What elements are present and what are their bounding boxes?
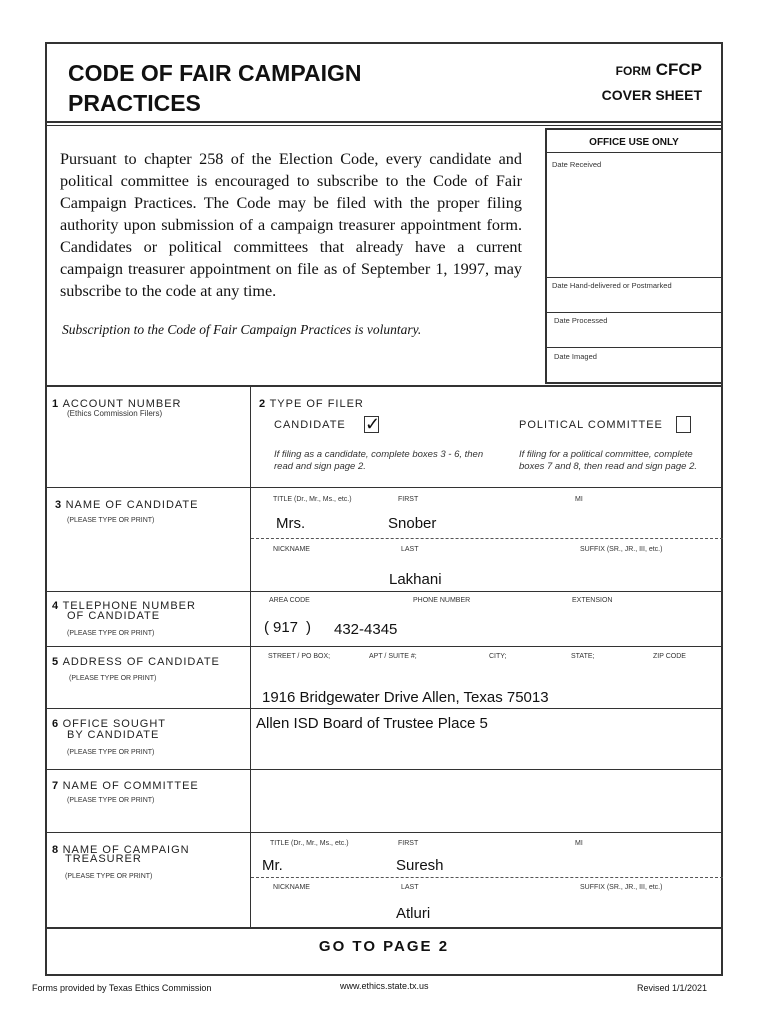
suffix-label: SUFFIX (SR., JR., III, etc.): [580, 546, 663, 553]
paren: ): [306, 619, 312, 636]
paren: (: [264, 619, 269, 636]
form-id: [602, 58, 702, 107]
go-to-page-2: GO TO PAGE 2: [318, 938, 450, 955]
footer-revised: Revised 1/1/2021: [637, 983, 708, 993]
section-number: 6: [52, 718, 59, 730]
cover-sheet-label: COVER SHEET: [601, 87, 702, 103]
mi-label: MI: [575, 840, 583, 847]
treasurer-label: NAME OF CAMPAIGN: [62, 844, 190, 856]
account-number-sub: (Ethics Commission Filers): [67, 409, 163, 418]
title-line1: CODE OF FAIR CAMPAIGN: [68, 60, 362, 86]
area-code-label: AREA CODE: [269, 597, 310, 604]
committee-name-field[interactable]: [252, 771, 722, 831]
candidate-title-field[interactable]: Mrs.: [276, 515, 306, 532]
telephone-label: TELEPHONE NUMBER: [62, 600, 196, 612]
treasurer-label-2: TREASURER: [65, 853, 142, 865]
office-sought-field[interactable]: Allen ISD Board of Trustee Place 5: [256, 715, 488, 732]
extension-label: EXTENSION: [572, 597, 613, 604]
committee-name-label: NAME OF COMMITTEE: [62, 780, 199, 792]
date-processed-label: Date Processed: [554, 316, 608, 325]
account-number-label: ACCOUNT NUMBER: [62, 398, 182, 410]
footer-provided: Forms provided by Texas Ethics Commission: [32, 983, 212, 993]
section-sub: (PLEASE TYPE OR PRINT): [67, 797, 155, 804]
section-sub: (PLEASE TYPE OR PRINT): [65, 873, 153, 880]
form-label: FORM: [615, 64, 651, 78]
date-imaged-label: Date Imaged: [554, 352, 597, 361]
street-label: STREET / PO BOX;: [268, 653, 331, 660]
candidate-checkbox[interactable]: [364, 416, 379, 433]
title-line2: PRACTICES: [68, 90, 201, 116]
phone-number-field[interactable]: 432-4345: [334, 621, 398, 638]
political-committee-label: POLITICAL COMMITTEE: [519, 419, 663, 431]
office-use-box: [545, 128, 723, 384]
intro-text: Pursuant to chapter 258 of the Election Code, every candidate and political committee is encouraged to subscribe to the Code of Fair Campaign Practices. The Code may be filed with the proper filing authority upon submission of a campaign treasurer appointment form. Candidates or political committees that already have a current campaign treasurer appointment on file as of September 1, 1997, may subscribe to the code at any time.: [60, 150, 522, 300]
phone-number-label: PHONE NUMBER: [413, 597, 471, 604]
last-label: LAST: [401, 546, 419, 553]
type-of-filer-label: TYPE OF FILER: [269, 398, 364, 410]
section-number: 1: [52, 398, 59, 410]
divider: [45, 121, 723, 123]
section-sub: (PLEASE TYPE OR PRINT): [69, 675, 157, 682]
section-sub: (PLEASE TYPE OR PRINT): [67, 517, 155, 524]
divider: [45, 125, 723, 126]
section-sub: (PLEASE TYPE OR PRINT): [67, 630, 155, 637]
treasurer-first-name-field[interactable]: Suresh: [396, 857, 444, 874]
section-number: 8: [52, 844, 59, 856]
mi-label: MI: [575, 496, 583, 503]
section-number: 2: [259, 398, 266, 410]
treasurer-title-field[interactable]: Mr.: [262, 857, 283, 874]
committee-note: If filing for a political committee, complete boxes 7 and 8, then read and sign page 2.: [519, 449, 697, 472]
first-label: FIRST: [398, 496, 419, 503]
form-title: [68, 58, 361, 118]
state-label: STATE;: [571, 653, 595, 660]
section-number: 5: [52, 656, 59, 668]
section-sub: (PLEASE TYPE OR PRINT): [67, 749, 155, 756]
name-of-candidate-label: NAME OF CANDIDATE: [65, 499, 199, 511]
voluntary-note: Subscription to the Code of Fair Campaign Practices is voluntary.: [62, 322, 422, 337]
date-received-label: Date Received: [552, 160, 602, 169]
check-icon: ✓: [365, 414, 381, 434]
title-label: TITLE (Dr., Mr., Ms., etc.): [273, 496, 352, 503]
address-field[interactable]: 1916 Bridgewater Drive Allen, Texas 75013: [262, 689, 549, 706]
political-committee-checkbox[interactable]: [676, 416, 691, 433]
title-label: TITLE (Dr., Mr., Ms., etc.): [270, 840, 349, 847]
zip-label: ZIP CODE: [653, 653, 686, 660]
office-sought-label-2: BY CANDIDATE: [67, 729, 160, 741]
first-label: FIRST: [398, 840, 419, 847]
nickname-label: NICKNAME: [273, 884, 310, 891]
candidate-last-name-field[interactable]: Lakhani: [389, 571, 442, 588]
suffix-label: SUFFIX (SR., JR., III, etc.): [580, 884, 663, 891]
section-number: 7: [52, 780, 59, 792]
area-code-value: 917: [273, 619, 299, 636]
address-label: ADDRESS OF CANDIDATE: [62, 656, 220, 668]
section-number: 3: [55, 499, 62, 511]
area-code-field[interactable]: [264, 619, 311, 636]
candidate-note: If filing as a candidate, complete boxes 3 - 6, then read and sign page 2.: [274, 449, 484, 472]
form-code: CFCP: [655, 60, 702, 79]
candidate-label: CANDIDATE: [274, 419, 346, 431]
treasurer-last-name-field[interactable]: Atluri: [396, 905, 431, 922]
city-label: CITY;: [489, 653, 507, 660]
date-hand-label: Date Hand-delivered or Postmarked: [552, 281, 672, 290]
footer-url[interactable]: www.ethics.state.tx.us: [340, 981, 429, 991]
office-sought-label: OFFICE SOUGHT: [62, 718, 167, 730]
apt-label: APT / SUITE #;: [369, 653, 417, 660]
office-use-heading: OFFICE USE ONLY: [589, 137, 679, 148]
last-label: LAST: [401, 884, 419, 891]
candidate-first-name-field[interactable]: Snober: [388, 515, 437, 532]
section-number: 4: [52, 600, 59, 612]
telephone-label-2: OF CANDIDATE: [67, 610, 161, 622]
nickname-label: NICKNAME: [273, 546, 310, 553]
